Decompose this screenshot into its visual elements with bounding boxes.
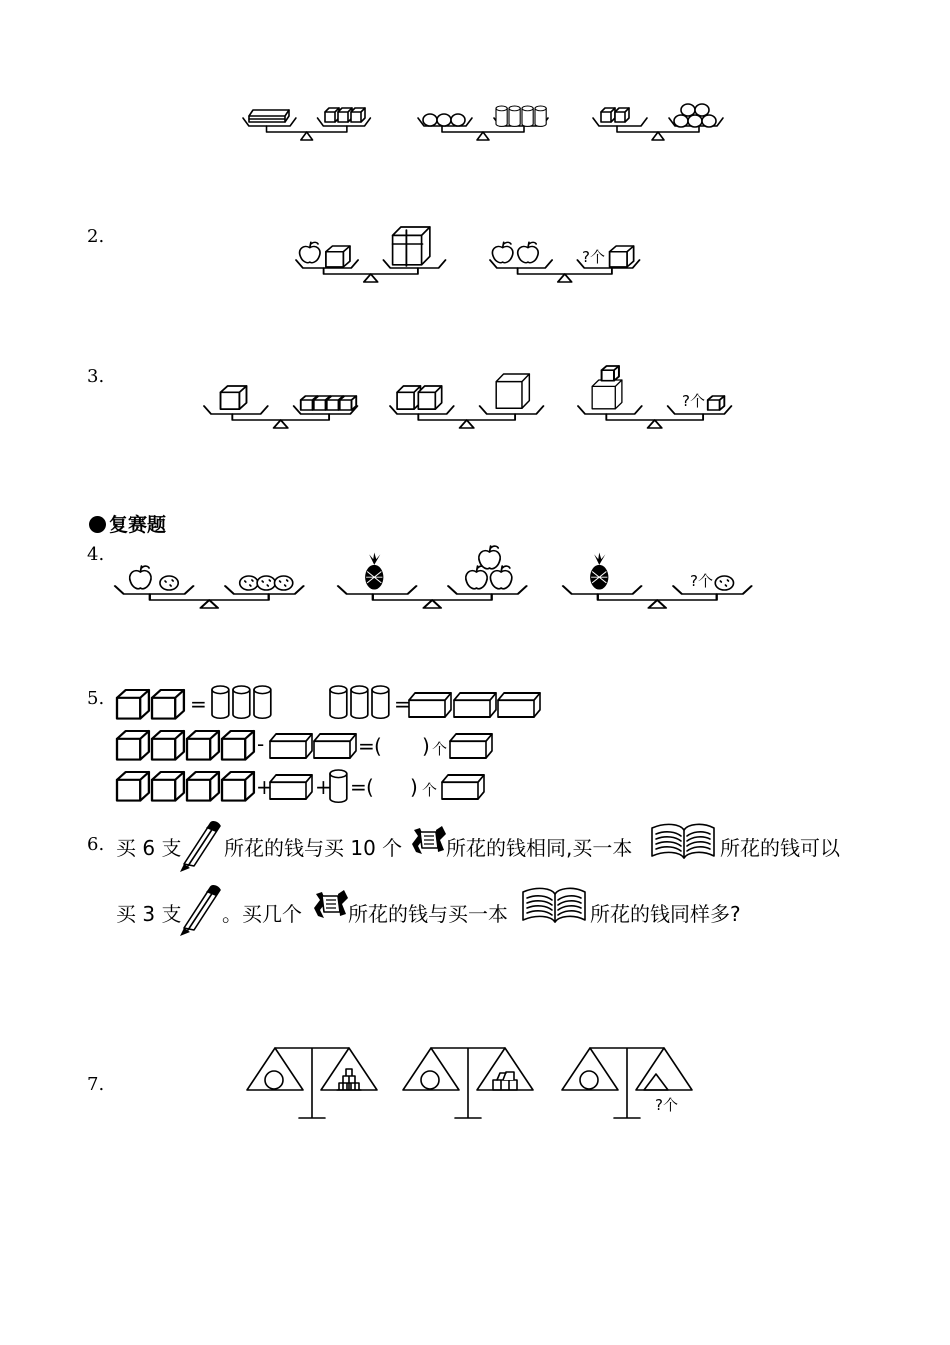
candy-icon [314,890,348,918]
p6-line1-c: 所花的钱相同,买一本 [446,836,633,860]
p5-row1-shapes [117,686,540,719]
scale-2a [296,227,446,282]
p6-line2-c: 所花的钱与买一本 [348,902,508,926]
scale-3a [204,386,357,428]
problem-number-6: 6. [87,834,105,855]
candy-icon [412,826,446,854]
open-paren: ( [374,734,382,758]
scale-3b [390,374,543,428]
tscale-7b [403,1048,533,1118]
p6-line1-b: 所花的钱与买 10 个 [224,836,403,860]
book-icon [652,824,714,858]
scale-3c [578,366,731,428]
question-label: ?个 [690,572,713,590]
question-label: ?个 [655,1096,678,1114]
problem-number-4: 4. [87,544,105,565]
p6-line2-a: 买 3 支 [116,902,182,926]
problem-number-5: 5. [87,688,105,709]
problem-number-2: 2. [87,226,105,247]
scale-2b [490,242,640,282]
close-paren: ) [422,734,430,758]
plus-sign: + [315,775,332,799]
question-label: ?个 [682,392,705,410]
equals-sign: = [190,692,207,716]
equals-sign: = [394,692,411,716]
equals-sign: = [358,734,375,758]
unit-label: 个 [422,781,438,799]
pencil-icon [180,886,220,936]
p6-line1-d: 所花的钱可以 [720,836,840,860]
pencil-icon [180,822,220,872]
scale-1c [593,104,723,140]
close-paren: ) [410,775,418,799]
scale-4c [563,553,752,609]
section-title [89,510,166,537]
scale-4b [338,546,527,608]
minus-sign: - [257,732,265,756]
p6-line1-a: 买 6 支 [116,836,182,860]
scale-4a [115,566,304,608]
question-label: ?个 [582,248,605,266]
problem-number-3: 3. [87,366,105,387]
book-icon [523,888,585,922]
p6-line2-d: 所花的钱同样多? [590,902,741,926]
p6-line2-b: 。买几个 [222,902,302,926]
equals-sign: = [350,775,367,799]
scale-1a [243,108,370,140]
unit-label: 个 [432,740,448,758]
section-title-text: 复赛题 [109,514,167,536]
open-paren: ( [366,775,374,799]
problem-number-7: 7. [87,1074,105,1095]
plus-sign: + [256,775,273,799]
scale-1b [418,106,548,140]
tscale-7a [247,1048,377,1118]
bullet-dot-icon [89,516,106,533]
